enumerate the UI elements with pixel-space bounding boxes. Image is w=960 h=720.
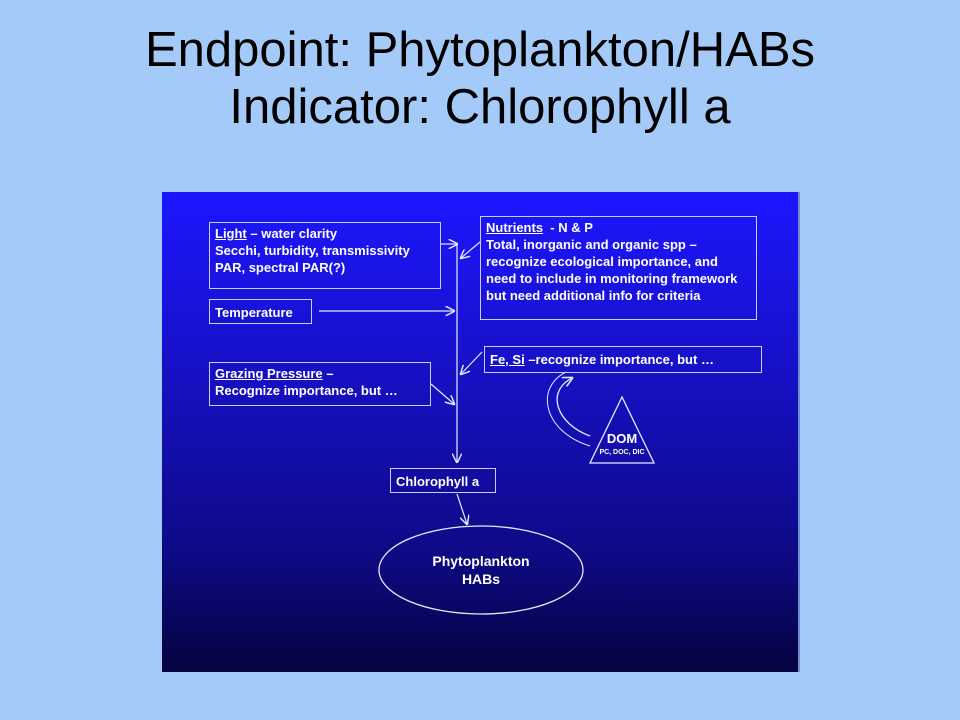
endpoint-line-1: Phytoplankton — [432, 553, 530, 569]
panel-edge — [798, 192, 800, 672]
light-line-2: Secchi, turbidity, transmissivity — [215, 243, 410, 258]
title-line-1: Endpoint: Phytoplankton/HABs — [144, 23, 816, 77]
fesi-heading-rest: –recognize importance, but … — [524, 352, 714, 367]
title-line-2: Indicator: Chlorophyll a — [229, 80, 731, 134]
temperature-box — [209, 299, 312, 324]
grazing-line-2: Recognize importance, but … — [215, 383, 398, 398]
nutrients-heading: Nutrients — [486, 220, 544, 235]
nutrients-body: Total, inorganic and organic spp – recognize ecological importance, and need to include in monitoring framework but need additional info for criteria — [486, 237, 738, 303]
light-line-3: PAR, spectral PAR(?) — [215, 260, 346, 275]
temperature-label: Temperature — [215, 305, 293, 320]
chlorophyll-box — [390, 468, 496, 493]
fesi-box — [484, 346, 762, 373]
chlorophyll-label: Chlorophyll a — [396, 474, 480, 489]
grazing-box — [209, 362, 431, 406]
grazing-heading-rest: – — [322, 366, 334, 381]
nutrients-box — [480, 216, 757, 320]
grazing-arrow — [431, 384, 454, 404]
light-heading-rest: – water clarity — [246, 226, 338, 241]
grazing-heading: Grazing Pressure — [215, 366, 323, 381]
endpoint-label — [381, 552, 581, 588]
nutrients-arrow — [461, 242, 480, 258]
light-heading: Light — [215, 226, 247, 241]
light-box — [209, 222, 441, 289]
fesi-arrow — [461, 352, 482, 374]
slide-title — [0, 22, 960, 136]
nutrients-heading-rest: - N & P — [543, 220, 593, 235]
dom-sublabel: PC, DOC, DIC — [599, 449, 645, 456]
dom-curved-arrow-inner — [547, 372, 590, 446]
dom-label: DOM — [606, 431, 638, 446]
chlorophyll-arrow — [457, 494, 467, 524]
diagram-panel — [162, 192, 800, 672]
dom-curved-arrow — [557, 378, 590, 436]
fesi-heading: Fe, Si — [490, 352, 525, 367]
endpoint-line-2: HABs — [461, 571, 501, 587]
